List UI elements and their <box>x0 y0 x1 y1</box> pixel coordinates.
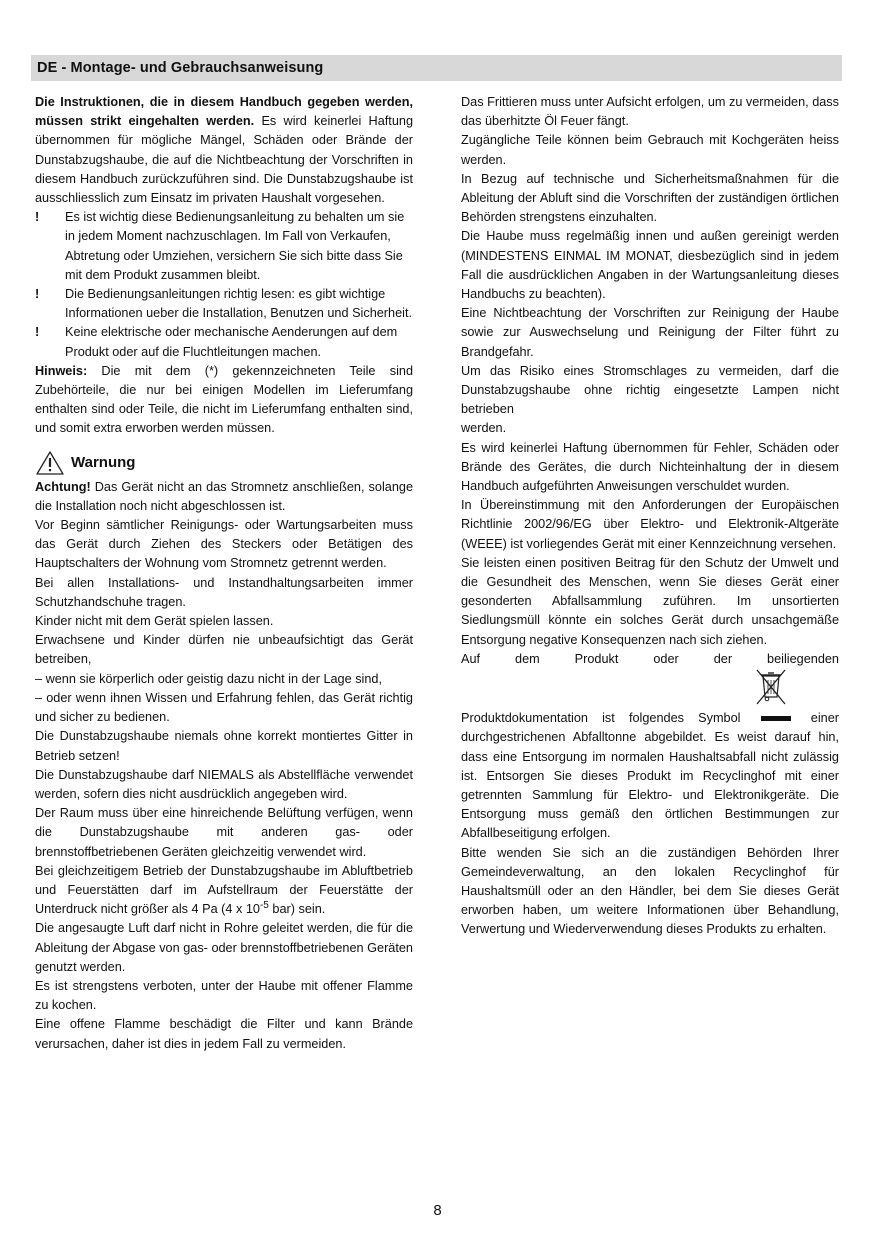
paragraph: werden. <box>461 421 507 436</box>
weee-line-2-end: einer <box>796 711 839 726</box>
paragraph: Erwachsene und Kinder dürfen nie unbeaufsichtigt das Gerät betreiben, <box>35 633 413 667</box>
instruction-list <box>35 208 413 362</box>
weee-paragraph <box>461 650 839 844</box>
left-column <box>35 93 413 1054</box>
paragraph: Es ist strengstens verboten, unter der Haube mit offener Flamme zu kochen. <box>35 978 413 1013</box>
paragraph: Das Frittieren muss unter Aufsicht erfolgen, um zu vermeiden, dass das überhitzte Öl Feuer fängt. <box>461 95 839 129</box>
pressure-paragraph <box>35 862 413 920</box>
list-item-text: Es ist wichtig diese Bedienungsanleitung zu behalten um sie in jedem Moment nachzuschlagen. Im Fall von Verkaufen, Abtretung oder Umziehen, versichern Sie sich bitte dass Sie mit dem Produkt zusammen bleibt. <box>65 210 405 282</box>
weee-line-2 <box>461 709 839 728</box>
paragraph: Kinder nicht mit dem Gerät spielen lassen. <box>35 614 274 629</box>
paragraph: Bei allen Installations- und Instandhaltungsarbeiten immer Schutzhandschuhe tragen. <box>35 575 413 609</box>
weee-rest: durchgestrichenen Abfalltonne abgebildet. Es weist darauf hin, dass eine Entsorgung im normalen Haushaltsabfall nicht zulässig ist. Entsorgen Sie dieses Produkt im Recyclinghof mit einer getrennten Sammlung für Elektro- und Elektronikgeräte. Die Entsorgung muss gemäß den örtlichen Bestimmungen zur Abfallbeseitigung erfolgen. <box>461 730 839 841</box>
crossed-bin-icon <box>753 667 789 707</box>
warning-title: Warnung <box>71 453 136 471</box>
list-item-text: Die Bedienungsanleitungen richtig lesen: es gibt wichtige Informationen ueber die Installation, Benutzen und Sicherheit. <box>65 287 413 321</box>
paragraph: Die Dunstabzugshaube darf NIEMALS als Abstellfläche verwendet werden, sofern dies nicht ausdrücklich angegeben wird. <box>35 767 413 801</box>
weee-line-2-start: Produktdokumentation ist folgendes Symbol <box>461 711 741 726</box>
paragraph: Es wird keinerlei Haftung übernommen für Fehler, Schäden oder Brände des Gerätes, die durch Nichteinhaltung der in diesem Handbuch aufgeführten Anweisungen verschuldet wurden. <box>461 440 839 494</box>
note-paragraph <box>35 362 413 439</box>
exclamation-icon: ! <box>35 210 40 225</box>
pressure-tail: bar) sein. <box>268 902 326 917</box>
section-title: DE - Montage- und Gebrauchsanweisung <box>37 60 324 76</box>
paragraph: In Bezug auf technische und Sicherheitsmaßnahmen für die Ableitung der Abluft sind die Vorschriften der zuständigen örtlichen Behörden strengstens einzuhalten. <box>461 171 839 225</box>
weee-bar-icon <box>761 716 791 721</box>
attention-label: Achtung! <box>35 479 91 494</box>
paragraph: In Übereinstimmung mit den Anforderungen der Europäischen Richtlinie 2002/96/EG über Elektro- und Elektronik-Altgeräte (WEEE) ist vorliegendes Gerät mit einer Kennzeichnung versehen. <box>461 498 839 551</box>
paragraph: – oder wenn ihnen Wissen und Erfahrung fehlen, das Gerät richtig und sicher zu bedienen. <box>35 690 413 725</box>
warning-heading <box>35 450 413 476</box>
intro-text: Es wird keinerlei Haftung übernommen für mögliche Mängel, Schäden oder Brände der Dunstabzugshaube, die auf die Nichtbeachtung der Vorschriften in diesem Handbuch zurückzuführen sind. Die Dunstabzugshaube ist ausschliesslich zum Einsatz im privaten Haushalt vorgesehen. <box>35 114 413 206</box>
paragraph: Die angesaugte Luft darf nicht in Rohre geleitet werden, die für die Ableitung der Abgase von gas- oder brennstoffbetriebenen Geräten genutzt werden. <box>35 921 413 974</box>
paragraph: Eine offene Flamme beschädigt die Filter und kann Brände verursachen, daher ist dies in jedem Fall zu vermeiden. <box>35 1017 413 1051</box>
attention-text: Das Gerät nicht an das Stromnetz anschließen, solange die Installation noch nicht abgeschlossen ist. <box>35 479 413 513</box>
final-paragraph: Bitte wenden Sie sich an die zuständigen Behörden Ihrer Gemeindeverwaltung, an den lokalen Recyclinghof für Haushaltsmüll oder an den Händler, bei dem Sie dieses Gerät erworben haben, um weitere Informationen über Behandlung, Verwertung und Wiederverwendung dieses Produkts zu erhalten. <box>461 845 839 937</box>
weee-symbol-row <box>461 669 839 709</box>
pressure-text: Bei gleichzeitigem Betrieb der Dunstabzugshaube im Abluftbetrieb und Feuerstätten darf im Aufstellraum der Feuerstätte der Unterdruck nicht größer als 4 Pa (4 x 10 <box>35 863 413 917</box>
attention-paragraph <box>35 478 413 516</box>
list-item <box>35 285 413 323</box>
list-item-text: Keine elektrische oder mechanische Aenderungen auf dem Produkt oder auf die Fluchtleitungen machen. <box>65 325 398 359</box>
page-number: 8 <box>433 1202 442 1219</box>
warning-triangle-icon <box>35 450 65 476</box>
note-text: Die mit dem (*) gekennzeichneten Teile sind Zubehörteile, die nur bei einigen Modellen im Lieferumfang enthalten sind oder Teile, die nicht im Lieferumfang enthalten sind, und somit extra erworben werden müssen. <box>35 363 413 436</box>
paragraph: Der Raum muss über eine hinreichende Belüftung verfügen, wenn die Dunstabzugshaube mit anderen gas- oder brennstoffbetriebenen Geräten gleichzeitig verwendet wird. <box>35 806 413 859</box>
paragraph: Zugängliche Teile können beim Gebrauch mit Kochgeräten heiss werden. <box>461 133 839 167</box>
paragraph: Die Haube muss regelmäßig innen und außen gereinigt werden (MINDESTENS EINMAL IM MONAT, diesbezüglich sind in jedem Fall die ausdrücklichen Angaben in der Wartungsanleitung dieses Handbuchs zu beachten). <box>461 229 839 302</box>
weee-line-1: Auf dem Produkt oder der beiliegenden <box>461 651 839 666</box>
pressure-exponent: -5 <box>259 899 269 911</box>
paragraph: Um das Risiko eines Stromschlages zu vermeiden, darf die Dunstabzugshaube ohne richtig eingesetzte Lampen nicht betrieben <box>461 363 839 417</box>
right-column <box>461 93 839 940</box>
paragraph: Vor Beginn sämtlicher Reinigungs- oder Wartungsarbeiten muss das Gerät durch Ziehen des Steckers oder Betätigen des Hauptschalters der Wohnung vom Stromnetz getrennt werden. <box>35 518 413 571</box>
list-item <box>35 323 413 361</box>
paragraph: Die Dunstabzugshaube niemals ohne korrekt montiertes Gitter in Betrieb setzen! <box>35 729 413 763</box>
intro-bold-text: Die Instruktionen, die in diesem Handbuch gegeben werden, müssen strikt eingehalten werden. <box>35 95 413 129</box>
exclamation-icon: ! <box>35 325 40 340</box>
section-header <box>31 55 842 81</box>
paragraph: Eine Nichtbeachtung der Vorschriften zur Reinigung der Haube sowie zur Auswechselung und Reinigung der Filter führt zu Brandgefahr. <box>461 306 839 359</box>
list-item <box>35 208 413 285</box>
exclamation-icon: ! <box>35 287 40 302</box>
paragraph: – wenn sie körperlich oder geistig dazu nicht in der Lage sind, <box>35 671 382 686</box>
note-label: Hinweis: <box>35 363 88 378</box>
intro-paragraph <box>35 93 413 208</box>
paragraph: Sie leisten einen positiven Beitrag für den Schutz der Umwelt und die Gesundheit des Menschen, wenn Sie dieses Gerät einer gesonderten Abfallsammlung zuführen. Im unsortierten Siedlungsmüll könnte ein solches Gerät durch unsachgemäße Entsorgung negative Konsequenzen nach sich ziehen. <box>461 555 839 647</box>
